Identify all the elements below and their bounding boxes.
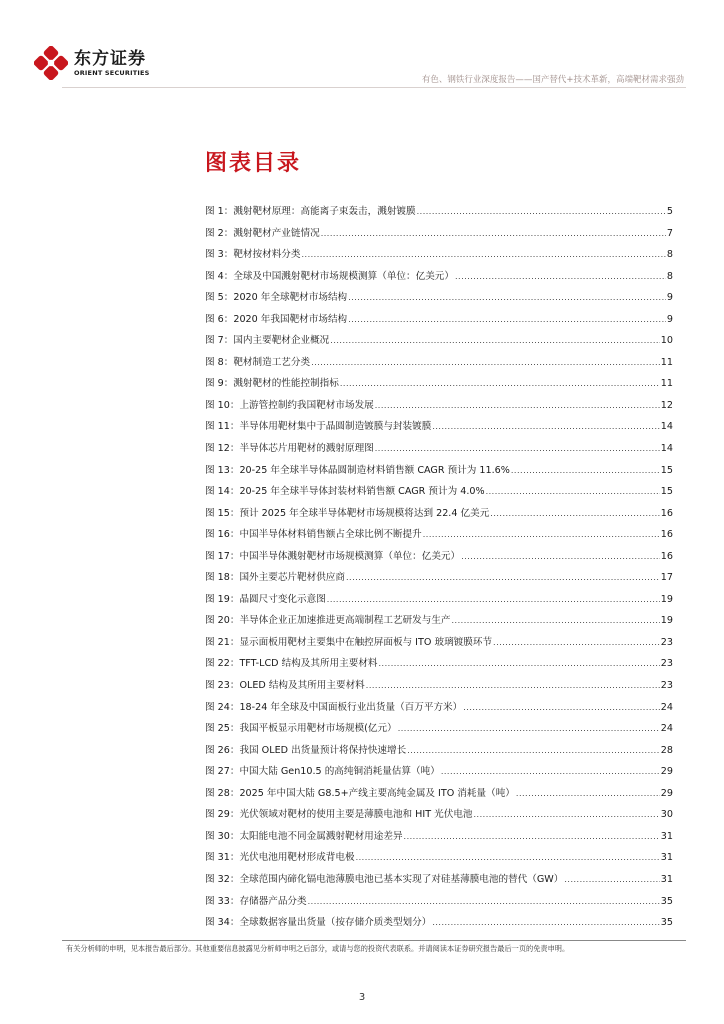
toc-entry-page: 23: [660, 636, 673, 648]
toc-dot-leader: [432, 422, 659, 431]
toc-dot-leader: [330, 336, 660, 345]
toc-dot-leader: [486, 487, 660, 496]
logo-chinese-name: 东方证券: [74, 48, 146, 69]
page-header: [0, 0, 724, 96]
toc-entry-label: 图 17：中国半导体溅射靶材市场规模测算（单位：亿美元）: [205, 550, 461, 562]
toc-title: 图表目录: [205, 151, 302, 176]
toc-entry-page: 11: [660, 378, 673, 390]
toc-entry-page: 10: [660, 335, 673, 347]
toc-entry[interactable]: [205, 612, 673, 634]
toc-entry-page: 8: [666, 270, 673, 282]
toc-entry[interactable]: [205, 849, 673, 871]
toc-entry-label: 图 26：我国 OLED 出货量预计将保持快速增长: [205, 744, 407, 756]
toc-entry-page: 31: [660, 852, 673, 864]
toc-entry-label: 图 14：20-25 年全球半导体封装材料销售额 CAGR 预计为 4.0%: [205, 486, 485, 498]
toc-entry-label: 图 34：全球数据容量出货量（按存储介质类型划分）: [205, 917, 432, 929]
toc-entry-page: 7: [666, 227, 673, 239]
toc-entry[interactable]: [205, 742, 673, 764]
toc-dot-leader: [356, 853, 660, 862]
toc-dot-leader: [346, 573, 660, 582]
toc-entry-label: 图 13：20-25 年全球半导体晶圆制造材料销售额 CAGR 预计为 11.6%: [205, 464, 510, 476]
toc-entry[interactable]: [205, 548, 673, 570]
toc-entry[interactable]: [205, 591, 673, 613]
toc-dot-leader: [407, 746, 660, 755]
toc-dot-leader: [441, 767, 660, 776]
toc-entry[interactable]: [205, 268, 673, 290]
toc-entry-label: 图 16：中国半导体材料销售额占全球比例不断提升: [205, 529, 422, 541]
toc-dot-leader: [302, 250, 666, 259]
toc-entry-label: 图 31：光伏电池用靶材形成背电极: [205, 852, 355, 864]
toc-entry[interactable]: [205, 225, 673, 247]
toc-dot-leader: [321, 229, 666, 238]
toc-dot-leader: [452, 616, 660, 625]
page-number: 3: [358, 992, 366, 1003]
toc-entry[interactable]: [205, 828, 673, 850]
toc-entry-page: 9: [666, 313, 673, 325]
toc-entry-label: 图 15：预计 2025 年全球半导体靶材市场规模将达到 22.4 亿美元: [205, 507, 490, 519]
toc-dot-leader: [308, 897, 660, 906]
toc-entry-page: 23: [660, 658, 673, 670]
toc-entry-label: 图 21：显示面板用靶材主要集中在触控屏面板与 ITO 玻璃镀膜环节: [205, 636, 493, 648]
toc-entry-label: 图 11：半导体用靶材集中于晶圆制造镀膜与封装镀膜: [205, 421, 432, 433]
toc-entry-label: 图 32：全球范围内碲化镉电池薄膜电池已基本实现了对硅基薄膜电池的替代（GW）: [205, 873, 564, 885]
toc-entry-page: 35: [660, 917, 673, 929]
toc-entry[interactable]: [205, 806, 673, 828]
toc-entry[interactable]: [205, 203, 673, 225]
toc-entry[interactable]: [205, 655, 673, 677]
orient-logo-icon: [34, 46, 68, 80]
toc-entry-label: 图 1：溅射靶材原理：高能离子束轰击，溅射镀膜: [205, 206, 416, 217]
toc-entry-label: 图 29：光伏领域对靶材的使用主要是薄膜电池和 HIT 光伏电池: [205, 809, 473, 821]
toc-dot-leader: [461, 552, 660, 561]
toc-dot-leader: [455, 272, 666, 281]
toc-entry-label: 图 20：半导体企业正加速推进更高端制程工艺研发与生产: [205, 615, 451, 627]
toc-entry[interactable]: [205, 526, 673, 548]
toc-dot-leader: [490, 509, 659, 518]
toc-entry-label: 图 22：TFT-LCD 结构及其所用主要材料: [205, 658, 378, 670]
toc-entry-label: 图 8：靶材制造工艺分类: [205, 356, 311, 368]
toc-entry-page: 16: [660, 507, 673, 519]
toc-entry-label: 图 30：太阳能电池不同金属溅射靶材用途差异: [205, 830, 403, 842]
toc-dot-leader: [398, 724, 660, 733]
toc-entry[interactable]: [205, 418, 673, 440]
toc-entry-label: 图 3：靶材按材料分类: [205, 249, 301, 261]
toc-dot-leader: [311, 358, 660, 367]
toc-entry-page: 23: [660, 680, 673, 692]
toc-entry-page: 29: [660, 766, 673, 778]
toc-entry-page: 29: [660, 787, 673, 799]
toc-entry[interactable]: [205, 914, 673, 936]
toc-dot-leader: [564, 875, 659, 884]
toc-entry-page: 14: [660, 443, 673, 455]
toc-entry[interactable]: [205, 720, 673, 742]
toc-entry-page: 9: [666, 292, 673, 304]
toc-dot-leader: [423, 530, 660, 539]
toc-entry-page: 24: [660, 701, 673, 713]
toc-dot-leader: [493, 638, 660, 647]
toc-entry-label: 图 18：国外主要芯片靶材供应商: [205, 572, 345, 584]
toc-entry[interactable]: [205, 569, 673, 591]
toc-entry[interactable]: [205, 462, 673, 484]
toc-entry[interactable]: [205, 332, 673, 354]
toc-entry[interactable]: [205, 505, 673, 527]
toc-entry-label: 图 5：2020 年全球靶材市场结构: [205, 292, 348, 304]
toc-entry[interactable]: [205, 397, 673, 419]
toc-entry[interactable]: [205, 246, 673, 268]
footer-divider: [62, 940, 686, 941]
toc-entry-label: 图 19：晶圆尺寸变化示意图: [205, 593, 326, 605]
toc-entry-page: 31: [660, 830, 673, 842]
toc-entry[interactable]: [205, 483, 673, 505]
toc-dot-leader: [432, 918, 659, 927]
toc-entry-page: 17: [660, 572, 673, 584]
toc-entry-page: 24: [660, 723, 673, 735]
toc-entry-label: 图 28：2025 年中国大陆 G8.5+产线主要高纯金属及 ITO 消耗量（吨）: [205, 787, 515, 799]
toc-dot-leader: [511, 466, 660, 475]
toc-entry[interactable]: [205, 354, 673, 376]
toc-entry[interactable]: [205, 763, 673, 785]
toc-entry-label: 图 33：存储器产品分类: [205, 895, 307, 907]
toc-entry-page: 8: [666, 249, 673, 261]
toc-entry[interactable]: [205, 289, 673, 311]
toc-entry-page: 35: [660, 895, 673, 907]
toc-entry[interactable]: [205, 634, 673, 656]
report-title: 有色、钢铁行业深度报告——国产替代+技术革新，高端靶材需求强劲: [421, 75, 684, 85]
toc-entry-label: 图 6：2020 年我国靶材市场结构: [205, 313, 348, 325]
figure-table-of-contents: [205, 203, 673, 936]
toc-entry-label: 图 7：国内主要靶材企业概况: [205, 335, 330, 347]
toc-entry[interactable]: [205, 375, 673, 397]
toc-entry-label: 图 10：上游管控制约我国靶材市场发展: [205, 399, 374, 411]
toc-dot-leader: [379, 659, 660, 668]
toc-dot-leader: [366, 681, 660, 690]
toc-dot-leader: [404, 832, 660, 841]
toc-entry-page: 15: [660, 464, 673, 476]
toc-entry-page: 28: [660, 744, 673, 756]
toc-entry-page: 5: [666, 206, 673, 217]
toc-entry-label: 图 27：中国大陆 Gen10.5 的高纯铜消耗量估算（吨）: [205, 766, 440, 778]
toc-entry[interactable]: [205, 871, 673, 893]
toc-entry-page: 31: [660, 873, 673, 885]
toc-entry[interactable]: [205, 893, 673, 915]
toc-entry-page: 16: [660, 529, 673, 541]
toc-entry-page: 16: [660, 550, 673, 562]
toc-entry[interactable]: [205, 699, 673, 721]
toc-entry-page: 11: [660, 356, 673, 368]
brand-logo: [34, 46, 150, 80]
toc-entry-page: 19: [660, 615, 673, 627]
toc-dot-leader: [348, 293, 666, 302]
analyst-disclaimer: 有关分析师的申明，见本报告最后部分。其他重要信息披露见分析师申明之后部分，或请与您的投资代表联系。并请阅读本证券研究报告最后一页的免责申明。: [66, 944, 570, 953]
toc-entry-page: 30: [660, 809, 673, 821]
toc-dot-leader: [375, 401, 660, 410]
toc-entry-page: 14: [660, 421, 673, 433]
toc-entry-label: 图 25：我国平板显示用靶材市场规模(亿元）: [205, 723, 397, 735]
toc-entry-label: 图 23：OLED 结构及其所用主要材料: [205, 680, 365, 692]
toc-entry-page: 12: [660, 399, 673, 411]
toc-dot-leader: [516, 789, 660, 798]
toc-entry-page: 15: [660, 486, 673, 498]
header-divider: [62, 87, 686, 88]
toc-entry[interactable]: [205, 785, 673, 807]
toc-dot-leader: [474, 810, 660, 819]
toc-entry-page: 19: [660, 593, 673, 605]
toc-dot-leader: [340, 379, 660, 388]
toc-dot-leader: [375, 444, 660, 453]
toc-entry-label: 图 4：全球及中国溅射靶材市场规模测算（单位：亿美元）: [205, 270, 454, 282]
toc-dot-leader: [417, 207, 666, 216]
toc-entry-label: 图 12：半导体芯片用靶材的溅射原理图: [205, 443, 374, 455]
logo-english-name: ORIENT SECURITIES: [74, 68, 150, 77]
toc-entry[interactable]: [205, 311, 673, 333]
toc-entry[interactable]: [205, 440, 673, 462]
toc-entry-label: 图 2：溅射靶材产业链情况: [205, 227, 320, 239]
toc-entry-label: 图 24：18-24 年全球及中国面板行业出货量（百万平方米）: [205, 701, 463, 713]
toc-entry-label: 图 9：溅射靶材的性能控制指标: [205, 378, 339, 390]
toc-dot-leader: [327, 595, 660, 604]
toc-dot-leader: [348, 315, 666, 324]
toc-entry[interactable]: [205, 677, 673, 699]
toc-dot-leader: [463, 703, 660, 712]
